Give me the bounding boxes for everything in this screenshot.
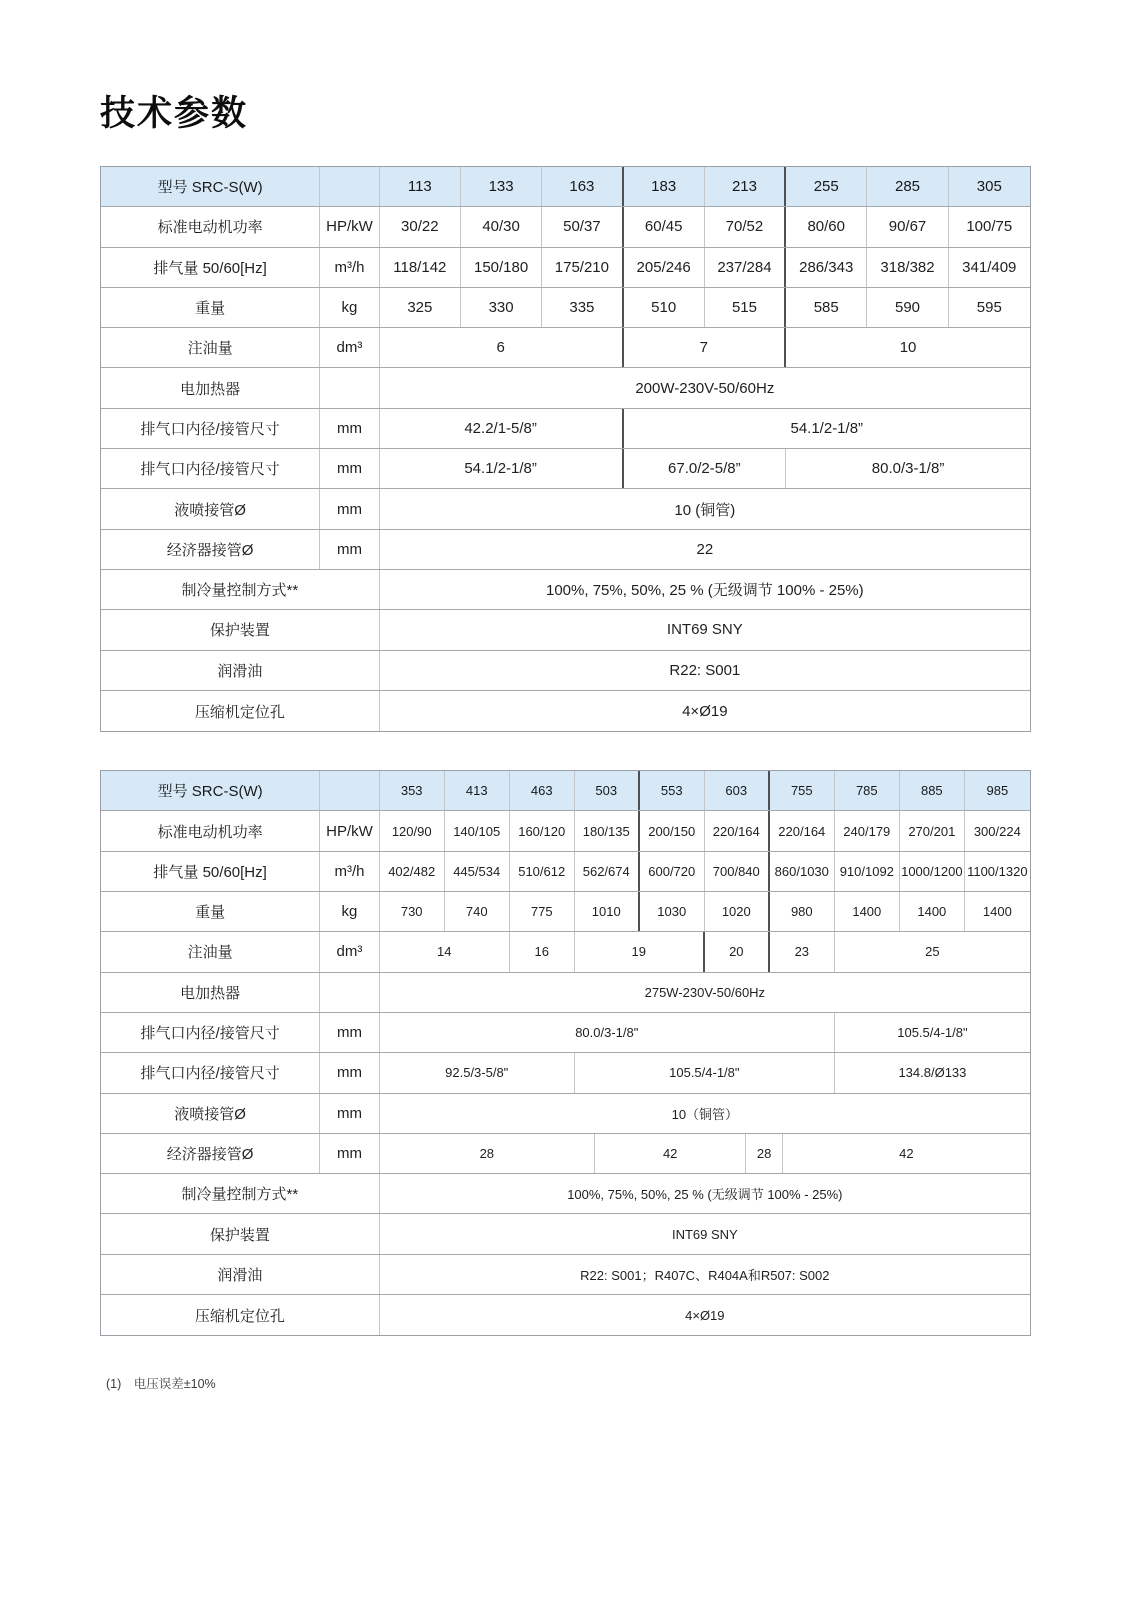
value-cell: 325 — [380, 288, 461, 327]
row-unit: HP/kW — [320, 207, 379, 246]
value-cell: 562/674 — [575, 852, 640, 891]
model-header-cell: 463 — [510, 771, 575, 810]
value-cell: 595 — [976, 299, 1002, 317]
row-label: 电加热器 — [101, 973, 320, 1012]
value-cell: 16 — [510, 932, 575, 971]
value-cell: 180/135 — [575, 811, 640, 850]
model-header-cell: 985 — [986, 783, 1009, 799]
value-cell: 402/482 — [380, 852, 445, 891]
value-cell: 100%, 75%, 50%, 25 % (无级调节 100% - 25%) — [567, 1187, 843, 1203]
value-cell: 7 — [624, 328, 787, 367]
row-label: 注油量 — [101, 328, 320, 367]
value-cell: 22 — [696, 540, 714, 558]
unit-header-cell — [320, 771, 379, 810]
value-cell: 275W-230V-50/60Hz — [644, 984, 766, 1000]
row-label: 润滑油 — [101, 651, 380, 690]
value-cell: 341/409 — [962, 258, 1017, 276]
row-label: 压缩机定位孔 — [101, 691, 380, 731]
value-cell: 10 (铜管) — [674, 501, 736, 519]
row-label: 经济器接管Ø — [101, 1134, 320, 1173]
value-cell: 700/840 — [705, 852, 770, 891]
value-cell: 220/164 — [770, 811, 835, 850]
model-header-cell: 285 — [867, 167, 948, 206]
spec-table-large-models — [100, 770, 1031, 1336]
row-label: 经济器接管Ø — [101, 530, 320, 569]
page-title: 技术参数 — [100, 94, 249, 133]
value-cell: 23 — [770, 932, 835, 971]
table-row — [101, 1013, 1030, 1053]
row-label: 标准电动机功率 — [101, 811, 320, 850]
value-cell: 100%, 75%, 50%, 25 % (无级调节 100% - 25%) — [546, 582, 864, 600]
value-cell: 510/612 — [510, 852, 575, 891]
model-header-cell: 113 — [380, 167, 461, 206]
value-cell: 335 — [542, 288, 623, 327]
value-cell: 60/45 — [624, 207, 705, 246]
value-cell: 775 — [510, 892, 575, 931]
row-label: 标准电动机功率 — [101, 207, 320, 246]
value-cell: 105.5/4-1/8" — [897, 1025, 968, 1041]
value-cell: 28 — [380, 1134, 595, 1173]
value-cell: 330 — [461, 288, 542, 327]
row-unit: m³/h — [320, 852, 379, 891]
model-header-cell: 133 — [461, 167, 542, 206]
value-cell: 54.1/2-1/8” — [790, 419, 864, 437]
value-cell: 1400 — [900, 892, 965, 931]
row-label: 保护装置 — [101, 1214, 380, 1253]
table-row — [101, 1214, 1030, 1254]
table-row — [101, 409, 1030, 449]
value-cell: 150/180 — [461, 248, 542, 287]
row-unit: kg — [320, 892, 379, 931]
model-series-label: 型号 SRC-S(W) — [101, 771, 320, 810]
value-cell: 42.2/1-5/8” — [380, 409, 624, 448]
value-cell: 25 — [925, 944, 940, 960]
table-row — [101, 1295, 1030, 1335]
row-unit: mm — [320, 530, 379, 569]
model-header-cell: 305 — [976, 178, 1002, 196]
value-cell: 1020 — [705, 892, 770, 931]
value-cell: 286/343 — [786, 248, 867, 287]
row-label: 排气口内径/接管尺寸 — [101, 1053, 320, 1092]
table-row — [101, 248, 1030, 288]
row-label: 重量 — [101, 892, 320, 931]
footnote: (1) 电压误差±10% — [106, 1377, 216, 1392]
row-label: 注油量 — [101, 932, 320, 971]
table-row — [101, 328, 1030, 368]
row-unit: mm — [320, 449, 379, 488]
value-cell: 590 — [867, 288, 948, 327]
row-label: 液喷接管Ø — [101, 489, 320, 528]
row-label: 排气量 50/60[Hz] — [101, 248, 320, 287]
row-unit: HP/kW — [320, 811, 379, 850]
row-label: 重量 — [101, 288, 320, 327]
value-cell: 1400 — [982, 904, 1012, 920]
table-row — [101, 449, 1030, 489]
value-cell: 740 — [445, 892, 510, 931]
row-unit: mm — [320, 489, 379, 528]
value-cell: INT69 SNY — [666, 621, 743, 639]
row-unit: m³/h — [320, 248, 379, 287]
row-label: 排气口内径/接管尺寸 — [101, 409, 320, 448]
value-cell: 70/52 — [705, 207, 786, 246]
model-header-cell: 885 — [900, 771, 965, 810]
row-label: 液喷接管Ø — [101, 1094, 320, 1133]
row-label: 排气口内径/接管尺寸 — [101, 449, 320, 488]
value-cell: 1010 — [575, 892, 640, 931]
model-header-cell: 785 — [835, 771, 900, 810]
model-series-label: 型号 SRC-S(W) — [101, 167, 320, 206]
table-row — [101, 530, 1030, 570]
row-unit: dm³ — [320, 932, 379, 971]
value-cell: 445/534 — [445, 852, 510, 891]
model-header-cell: 603 — [705, 771, 770, 810]
table-row — [101, 973, 1030, 1013]
value-cell: 30/22 — [380, 207, 461, 246]
value-cell: 4×Ø19 — [685, 1307, 725, 1323]
model-header-cell: 755 — [770, 771, 835, 810]
value-cell: 730 — [380, 892, 445, 931]
value-cell: 860/1030 — [770, 852, 835, 891]
row-label: 排气量 50/60[Hz] — [101, 852, 320, 891]
value-cell: 6 — [380, 328, 624, 367]
row-unit: mm — [320, 1053, 379, 1092]
model-header-cell: 213 — [705, 167, 786, 206]
row-unit: dm³ — [320, 328, 379, 367]
value-cell: 240/179 — [835, 811, 900, 850]
value-cell: 67.0/2-5/8” — [624, 449, 787, 488]
row-unit: kg — [320, 288, 379, 327]
value-cell: 1400 — [835, 892, 900, 931]
table-row — [101, 1174, 1030, 1214]
value-cell: 4×Ø19 — [682, 702, 728, 720]
value-cell: 92.5/3-5/8" — [380, 1053, 575, 1092]
value-cell: 80/60 — [786, 207, 867, 246]
value-cell: 134.8/Ø133 — [898, 1065, 967, 1081]
value-cell: 100/75 — [966, 218, 1013, 236]
value-cell: R22: S001 — [669, 661, 741, 679]
value-cell: 80.0/3-1/8" — [380, 1013, 835, 1052]
table-row — [101, 1134, 1030, 1174]
model-header-cell: 255 — [786, 167, 867, 206]
table-row — [101, 570, 1030, 610]
table-row — [101, 1053, 1030, 1093]
value-cell: 205/246 — [624, 248, 705, 287]
value-cell: 42 — [595, 1134, 747, 1173]
value-cell: 200/150 — [640, 811, 705, 850]
table-row — [101, 207, 1030, 247]
spec-table-small-models — [100, 166, 1031, 732]
table-row — [101, 691, 1030, 731]
value-cell: 318/382 — [867, 248, 948, 287]
value-cell: 1000/1200 — [900, 852, 965, 891]
value-cell: 910/1092 — [835, 852, 900, 891]
value-cell: 14 — [380, 932, 510, 971]
row-label: 制冷量控制方式** — [101, 570, 380, 609]
value-cell: 160/120 — [510, 811, 575, 850]
value-cell: 510 — [624, 288, 705, 327]
model-header-cell: 183 — [624, 167, 705, 206]
table-row — [101, 932, 1030, 972]
table-header-row — [101, 167, 1030, 207]
row-unit: mm — [320, 1094, 379, 1133]
value-cell: 270/201 — [900, 811, 965, 850]
row-label: 润滑油 — [101, 1255, 380, 1294]
unit-header-cell — [320, 167, 379, 206]
row-unit: mm — [320, 409, 379, 448]
value-cell: 585 — [786, 288, 867, 327]
value-cell: 20 — [705, 932, 770, 971]
value-cell: 1030 — [640, 892, 705, 931]
value-cell: R22: S001；R407C、R404A和R507: S002 — [580, 1267, 830, 1283]
table-row — [101, 852, 1030, 892]
model-header-cell: 353 — [380, 771, 445, 810]
value-cell: 980 — [770, 892, 835, 931]
row-label: 电加热器 — [101, 368, 320, 407]
value-cell: 40/30 — [461, 207, 542, 246]
value-cell: 120/90 — [380, 811, 445, 850]
row-unit: mm — [320, 1013, 379, 1052]
value-cell: 200W-230V-50/60Hz — [635, 379, 775, 397]
value-cell: 515 — [705, 288, 786, 327]
model-header-cell: 413 — [445, 771, 510, 810]
table-header-row — [101, 771, 1030, 811]
value-cell: 54.1/2-1/8” — [380, 449, 624, 488]
value-cell: 600/720 — [640, 852, 705, 891]
table-row — [101, 1094, 1030, 1134]
value-cell: 10 — [899, 339, 917, 357]
value-cell: 118/142 — [380, 248, 461, 287]
table-row — [101, 368, 1030, 408]
table-row — [101, 811, 1030, 851]
value-cell: 105.5/4-1/8" — [575, 1053, 835, 1092]
value-cell: INT69 SNY — [671, 1226, 738, 1242]
value-cell: 19 — [575, 932, 705, 971]
row-label: 排气口内径/接管尺寸 — [101, 1013, 320, 1052]
value-cell: 140/105 — [445, 811, 510, 850]
value-cell: 28 — [746, 1134, 782, 1173]
value-cell: 50/37 — [542, 207, 623, 246]
row-label: 保护装置 — [101, 610, 380, 649]
row-unit: mm — [320, 1134, 379, 1173]
value-cell: 1100/1320 — [967, 863, 1028, 879]
row-label: 压缩机定位孔 — [101, 1295, 380, 1335]
table-row — [101, 489, 1030, 529]
table-row — [101, 610, 1030, 650]
table-row — [101, 651, 1030, 691]
table-row — [101, 892, 1030, 932]
value-cell: 80.0/3-1/8” — [871, 460, 945, 478]
row-label: 制冷量控制方式** — [101, 1174, 380, 1213]
model-header-cell: 163 — [542, 167, 623, 206]
value-cell: 300/224 — [973, 823, 1021, 839]
model-header-cell: 553 — [640, 771, 705, 810]
value-cell: 220/164 — [705, 811, 770, 850]
row-unit — [320, 973, 379, 1012]
value-cell: 10（铜管） — [671, 1106, 739, 1122]
table-row — [101, 1255, 1030, 1295]
value-cell: 42 — [899, 1145, 914, 1161]
value-cell: 90/67 — [867, 207, 948, 246]
table-row — [101, 288, 1030, 328]
value-cell: 237/284 — [705, 248, 786, 287]
value-cell: 175/210 — [542, 248, 623, 287]
row-unit — [320, 368, 379, 407]
model-header-cell: 503 — [575, 771, 640, 810]
